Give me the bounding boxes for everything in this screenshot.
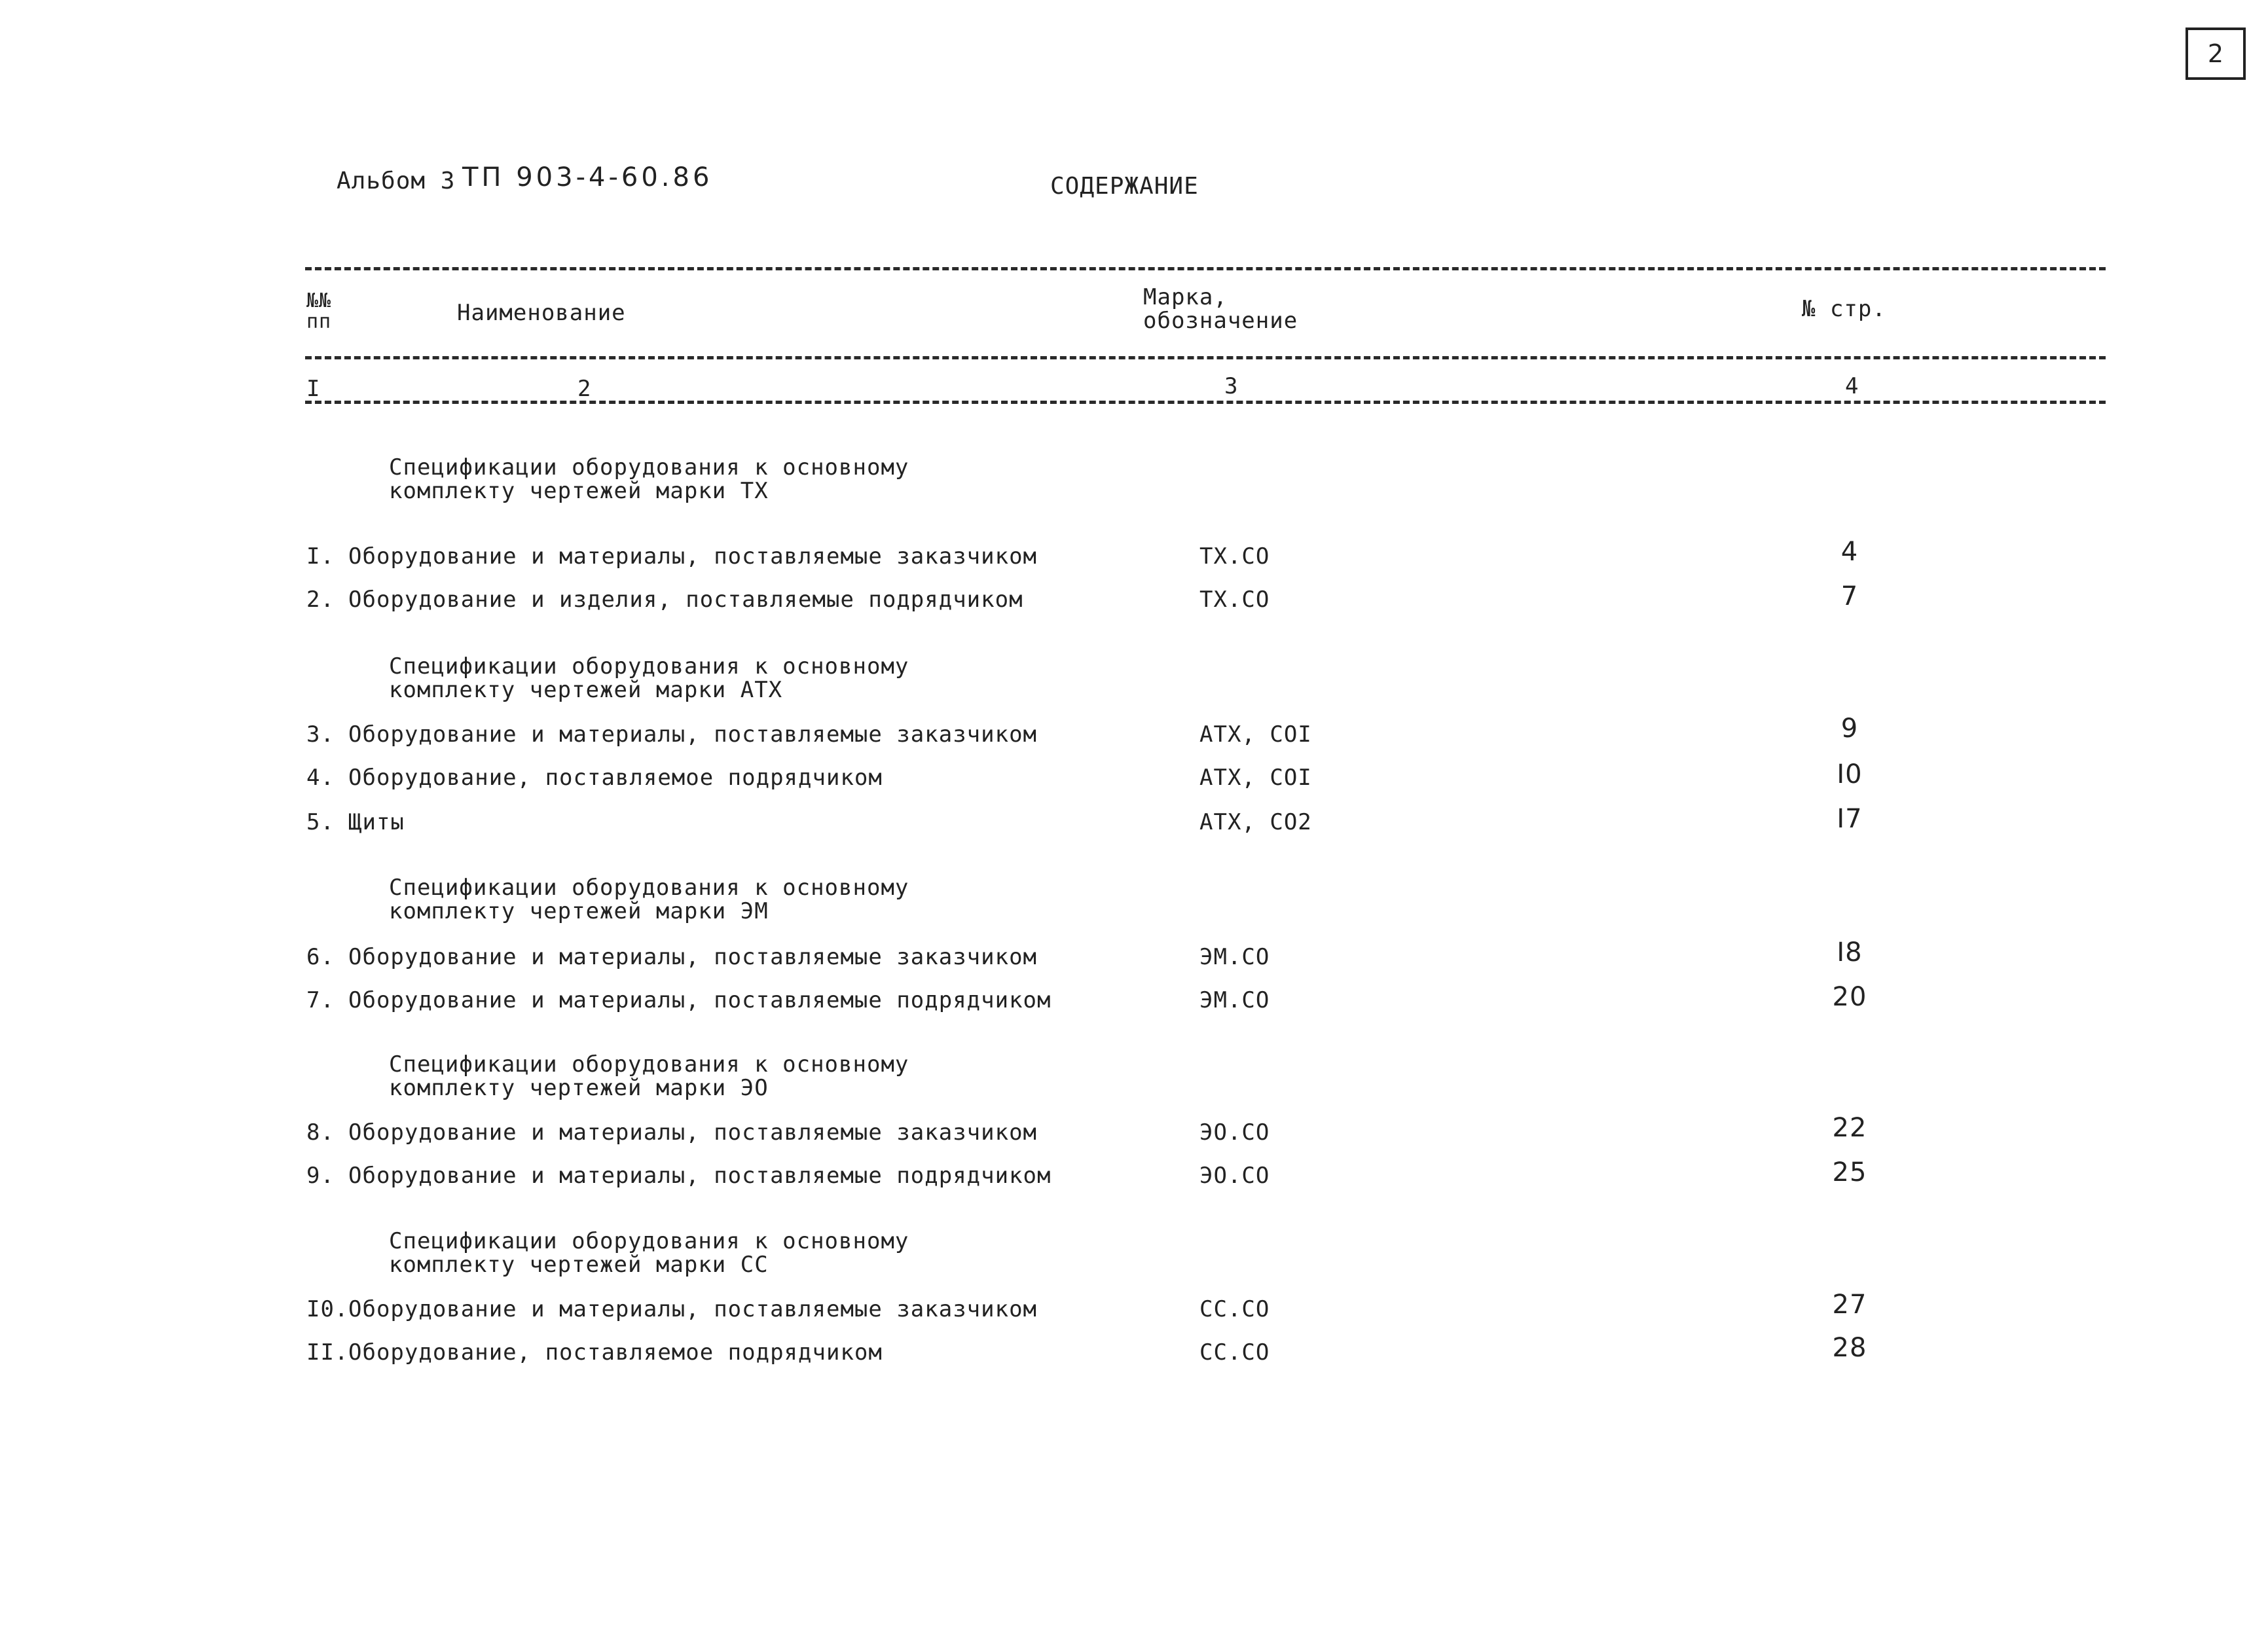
row-mark: ТХ.СО <box>1199 587 1270 613</box>
row-number: II. <box>306 1339 349 1366</box>
row-name: Оборудование и изделия, поставляемые подрядчиком <box>348 587 1023 613</box>
row-page: I8 <box>1837 937 1863 968</box>
project-code: ТП 903-4-60.86 <box>462 162 713 192</box>
row-page: 20 <box>1832 982 1867 1012</box>
row-name: Оборудование и материалы, поставляемые подрядчиком <box>348 1163 1052 1189</box>
row-number: 9. <box>306 1163 335 1189</box>
row-page: 4 <box>1840 537 1859 567</box>
row-mark: АТХ, СО2 <box>1199 809 1312 835</box>
row-mark: ЭМ.СО <box>1199 944 1270 970</box>
table-columns-rule <box>305 401 2106 404</box>
row-mark: ЭМ.СО <box>1199 987 1270 1013</box>
row-mark: СС.СО <box>1199 1296 1270 1322</box>
row-name: Оборудование и материалы, поставляемые заказчиком <box>348 721 1038 748</box>
row-name: Оборудование и материалы, поставляемые заказчиком <box>348 543 1038 570</box>
table-header-rule <box>305 356 2106 359</box>
page-number-box <box>2186 27 2246 80</box>
row-number: 7. <box>306 987 335 1013</box>
row-number: I0. <box>306 1296 349 1322</box>
row-page: 7 <box>1840 581 1859 611</box>
row-number: 4. <box>306 765 335 791</box>
col-header-mark: Марка, обозначение <box>1143 284 1298 334</box>
col-header-name: Наименование <box>457 300 626 326</box>
col-number-4: 4 <box>1845 373 1859 399</box>
row-mark: АТХ, СОI <box>1199 721 1312 748</box>
row-name: Оборудование и материалы, поставляемые заказчиком <box>348 1119 1038 1146</box>
section-heading-em: Спецификации оборудования к основному комплекту чертежей марки ЭМ <box>389 875 909 924</box>
row-page: I0 <box>1837 759 1863 789</box>
row-name: Оборудование, поставляемое подрядчиком <box>348 1339 883 1366</box>
row-mark: ЭО.СО <box>1199 1163 1270 1189</box>
row-page: I7 <box>1837 804 1863 834</box>
row-page: 27 <box>1832 1290 1867 1320</box>
row-number: 5. <box>306 809 335 835</box>
col-number-1: I <box>306 376 321 402</box>
row-mark: АТХ, СОI <box>1199 765 1312 791</box>
row-name: Оборудование, поставляемое подрядчиком <box>348 765 883 791</box>
section-heading-eo: Спецификации оборудования к основному комплекту чертежей марки ЭО <box>389 1051 909 1101</box>
col-number-3: 3 <box>1224 373 1239 399</box>
row-page: 25 <box>1832 1157 1867 1187</box>
row-name: Оборудование и материалы, поставляемые заказчиком <box>348 1296 1038 1322</box>
row-page: 28 <box>1832 1333 1867 1363</box>
row-page: 9 <box>1840 714 1859 744</box>
row-page: 22 <box>1832 1113 1867 1143</box>
row-mark: СС.СО <box>1199 1339 1270 1366</box>
page-number: 2 <box>2207 39 2224 68</box>
col-number-2: 2 <box>577 376 592 402</box>
section-heading-tx: Спецификации оборудования к основному комплекту чертежей марки ТХ <box>389 454 909 504</box>
album-label: Альбом 3 <box>337 168 456 194</box>
table-top-rule <box>305 267 2106 270</box>
row-name: Оборудование и материалы, поставляемые заказчиком <box>348 944 1038 970</box>
document-title: СОДЕРЖАНИЕ <box>1050 173 1199 200</box>
row-mark: ТХ.СО <box>1199 543 1270 570</box>
row-name: Оборудование и материалы, поставляемые подрядчиком <box>348 987 1052 1013</box>
row-mark: ЭО.СО <box>1199 1119 1270 1146</box>
row-name: Щиты <box>348 809 405 835</box>
row-number: I. <box>306 543 335 570</box>
section-heading-atx: Спецификации оборудования к основному комплекту чертежей марки АТХ <box>389 653 909 703</box>
col-header-num: №№ пп <box>306 289 332 333</box>
section-heading-cc: Спецификации оборудования к основному комплекту чертежей марки СС <box>389 1228 909 1278</box>
col-header-page: № стр. <box>1802 296 1886 322</box>
row-number: 2. <box>306 587 335 613</box>
row-number: 8. <box>306 1119 335 1146</box>
row-number: 3. <box>306 721 335 748</box>
row-number: 6. <box>306 944 335 970</box>
